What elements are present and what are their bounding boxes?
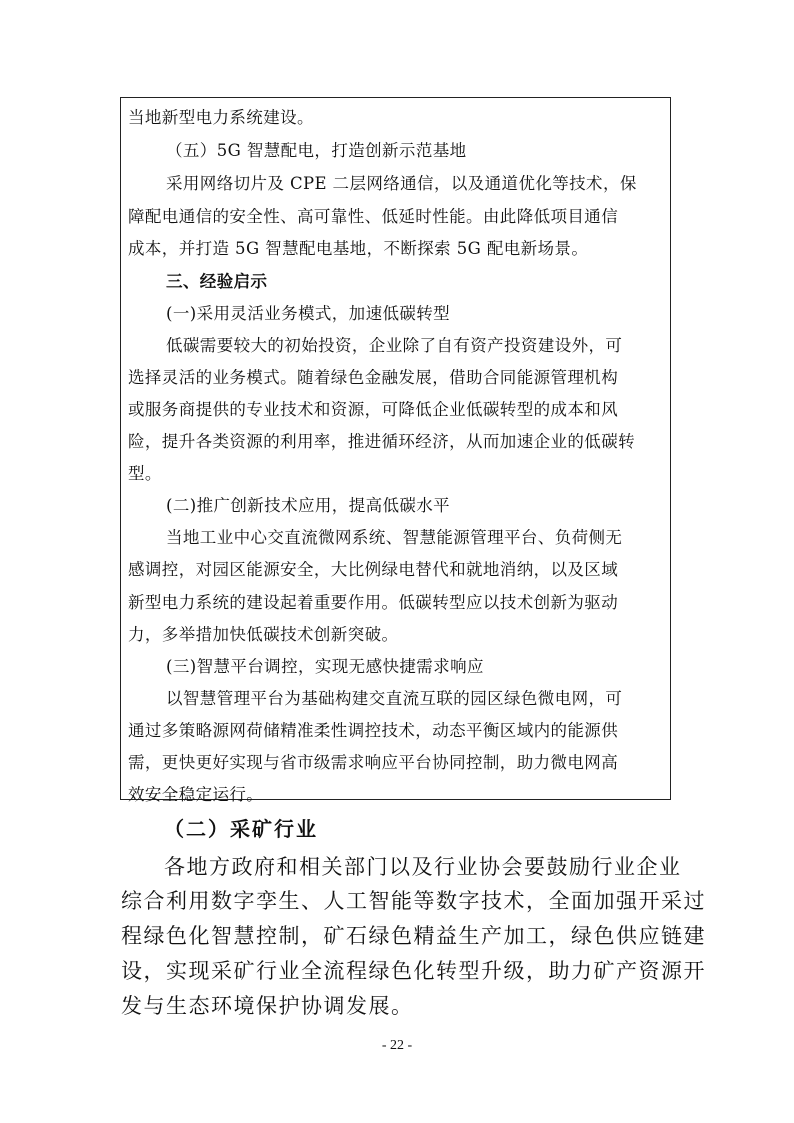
- box-line: 或服务商提供的专业技术和资源，可降低企业低碳转型的成本和风: [128, 400, 619, 419]
- box-subheading: (三)智慧平台调控，实现无感快捷需求响应: [166, 657, 484, 676]
- box-line: 感调控，对园区能源安全，大比例绿电替代和就地消纳，以及区域: [128, 560, 619, 579]
- box-line: 以智慧管理平台为基础构建交直流互联的园区绿色微电网，可: [166, 689, 623, 708]
- body-line: 程绿色化智慧控制，矿石绿色精益生产加工，绿色供应链建: [121, 924, 706, 948]
- page-number: - 22 -: [381, 1038, 413, 1053]
- box-line: 通过多策略源网荷储精准柔性调控技术，动态平衡区域内的能源供: [128, 721, 619, 740]
- box-line: 当地新型电力系统建设。: [128, 108, 314, 127]
- body-line: 发与生态环境保护协调发展。: [121, 994, 414, 1018]
- box-line: 力，多举措加快低碳技术创新突破。: [128, 625, 399, 644]
- box-line: 新型电力系统的建设起着重要作用。低碳转型应以技术创新为驱动: [128, 593, 619, 612]
- box-line: 当地工业中心交直流微网系统、智慧能源管理平台、负荷侧无: [166, 528, 623, 547]
- box-line: 型。: [128, 464, 162, 483]
- body-line: 设，实现采矿行业全流程绿色化转型升级，助力矿产资源开: [121, 959, 706, 983]
- box-subheading: （五）5G 智慧配电，打造创新示范基地: [166, 141, 467, 160]
- box-line: 低碳需要较大的初始投资，企业除了自有资产投资建设外，可: [166, 336, 623, 355]
- box-subheading: (一)采用灵活业务模式，加速低碳转型: [166, 304, 451, 323]
- body-line: 综合利用数字孪生、人工智能等数字技术，全面加强开采过: [121, 889, 706, 913]
- box-line: 效安全稳定运行。: [128, 785, 264, 804]
- box-subheading: (二)推广创新技术应用，提高低碳水平: [166, 496, 451, 515]
- box-line: 成本，并打造 5G 智慧配电基地，不断探索 5G 配电新场景。: [128, 239, 589, 258]
- box-line: 障配电通信的安全性、高可靠性、低延时性能。由此降低项目通信: [128, 207, 619, 226]
- box-line: 采用网络切片及 CPE 二层网络通信，以及通道优化等技术，保: [166, 174, 637, 193]
- body-line: 各地方政府和相关部门以及行业协会要鼓励行业企业: [164, 855, 682, 879]
- section-heading: （二）采矿行业: [164, 817, 318, 841]
- box-line: 险，提升各类资源的利用率，推进循环经济，从而加速企业的低碳转: [128, 432, 635, 451]
- box-line: 需，更快更好实现与省市级需求响应平台协同控制，助力微电网高: [128, 753, 619, 772]
- box-line: 选择灵活的业务模式。随着绿色金融发展，借助合同能源管理机构: [128, 368, 619, 387]
- box-section-heading: 三、经验启示: [166, 272, 268, 291]
